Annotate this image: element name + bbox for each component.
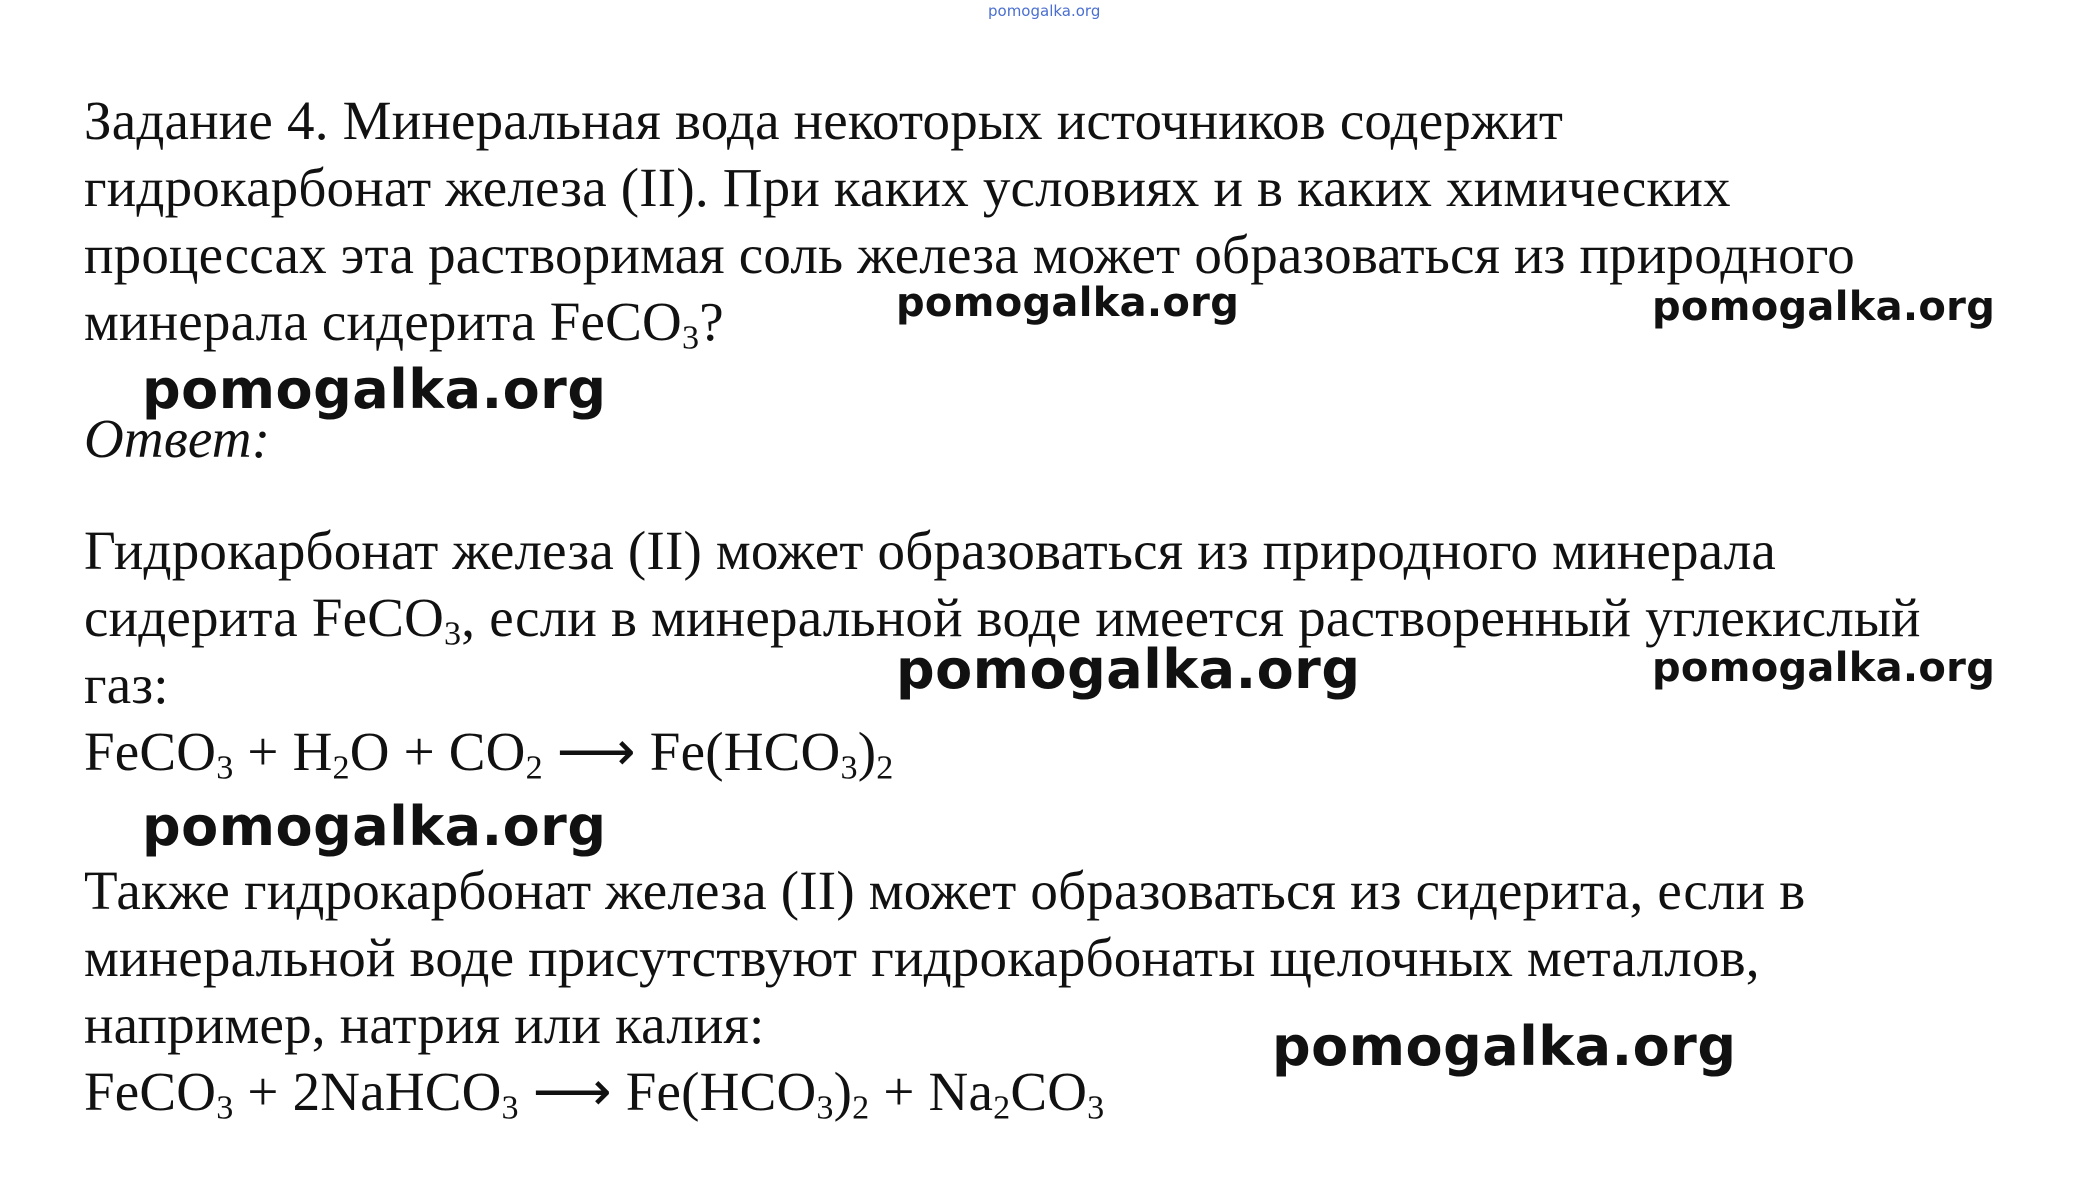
task-line-4-end: ? — [699, 291, 724, 352]
watermark: pomogalka.org — [1272, 1015, 1737, 1078]
eq2-sub: 2 — [993, 1089, 1011, 1127]
paragraph-1-line-2-end: , если в минеральной воде имеется растворенный углекислый — [461, 587, 1921, 648]
eq2-part: ⟶ Fe(HCO — [518, 1061, 817, 1122]
paragraph-2-line-2: минеральной воде присутствуют гидрокарбонаты щелочных металлов, — [84, 927, 1760, 988]
eq2-part: FeCO — [84, 1061, 217, 1122]
eq2-part: + Na — [869, 1061, 994, 1122]
eq2-part: ) — [833, 1061, 853, 1122]
watermark-top: pomogalka.org — [988, 2, 1101, 20]
eq2-sub: 2 — [852, 1089, 870, 1127]
watermark: pomogalka.org — [142, 795, 607, 858]
eq1-part: ⟶ Fe(HCO — [542, 721, 841, 782]
subscript: 3 — [444, 615, 462, 653]
paragraph-1-line-2-start: сидерита FeCO — [84, 587, 445, 648]
eq1-sub: 2 — [332, 749, 350, 787]
equation-1 — [84, 719, 893, 785]
task-line-4 — [84, 289, 724, 355]
eq2-part: CO — [1010, 1061, 1088, 1122]
task-line-3: процессах эта растворимая соль железа может образоваться из природного — [84, 224, 1855, 285]
paragraph-2-line-1: Также гидрокарбонат железа (II) может образоваться из сидерита, если в — [84, 860, 1806, 921]
watermark: pomogalka.org — [1652, 645, 1996, 691]
eq2-part: + 2NaHCO — [233, 1061, 502, 1122]
paragraph-1-line-1: Гидрокарбонат железа (II) может образоваться из природного минерала — [84, 520, 1777, 581]
paragraph-1-line-3: газ: — [84, 654, 169, 715]
answer-label: Ответ: — [84, 408, 271, 469]
task-line-1: Задание 4. Минеральная вода некоторых источников содержит — [84, 90, 1564, 151]
watermark: pomogalka.org — [896, 638, 1361, 701]
eq2-sub: 3 — [1087, 1089, 1105, 1127]
task-line-2: гидрокарбонат железа (II). При каких условиях и в каких химических — [84, 157, 1731, 218]
subscript: 3 — [681, 319, 700, 357]
eq2-sub: 3 — [816, 1089, 834, 1127]
eq1-sub: 3 — [840, 749, 858, 787]
watermark: pomogalka.org — [896, 280, 1240, 326]
eq1-sub: 2 — [525, 749, 543, 787]
eq1-part: ) — [857, 721, 877, 782]
eq1-part: + H — [233, 721, 333, 782]
watermark: pomogalka.org — [1652, 284, 1996, 330]
task-line-4-text: минерала сидерита FeCO — [84, 291, 682, 352]
eq1-sub: 3 — [216, 749, 234, 787]
equation-2 — [84, 1059, 1104, 1125]
eq1-part: FeCO — [84, 721, 217, 782]
paragraph-2-line-3: например, натрия или калия: — [84, 994, 765, 1055]
eq1-sub: 2 — [876, 749, 894, 787]
eq2-sub: 3 — [216, 1089, 234, 1127]
eq2-sub: 3 — [501, 1089, 519, 1127]
watermark: pomogalka.org — [142, 358, 607, 421]
eq1-part: O + CO — [349, 721, 526, 782]
